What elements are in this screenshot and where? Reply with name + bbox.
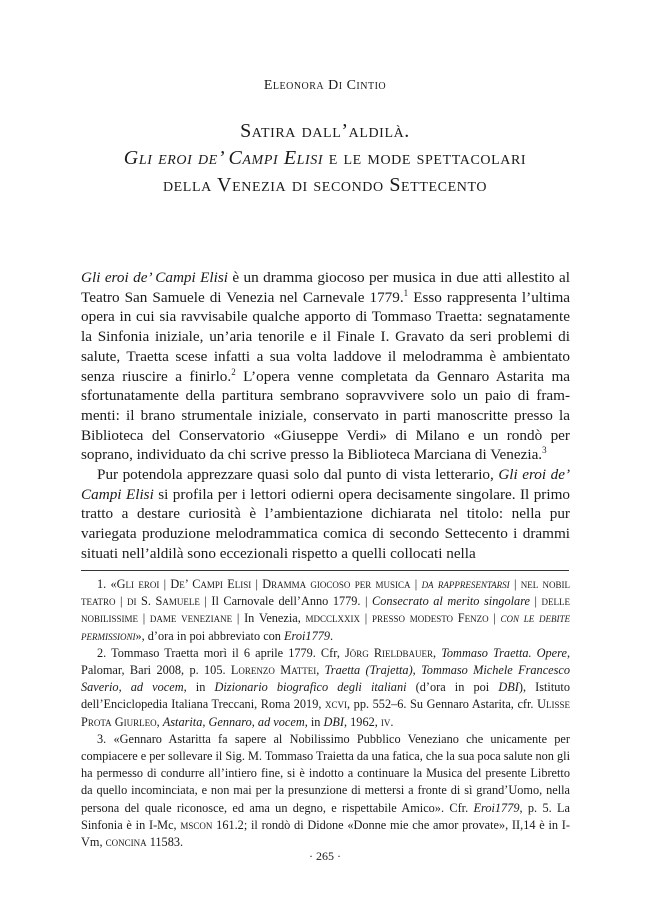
title-line-2 [0,145,650,172]
footnote-ref-1: 1 [403,287,409,298]
text-run: . [330,628,334,643]
author-ref: Ulisse Prota Giurleo [81,697,570,729]
text-run: si profila per i lettori odierni opera decisamente singolare. Il primo tratto a destare curiosità è l’ambientazione dichiarata nel titolo: nella pur variegata produzione melodrammatica comica di secondo Settecento i drammi situati nell’aldilà sono eccezionali rispetto a quelli collocati nella [81,485,570,562]
text-run: Eroi1779 [473,800,520,815]
text-run: con le debite permissioni [81,611,570,643]
title-line-1: Satira dall’aldilà. [240,120,410,142]
text-run: 11583. [146,835,184,850]
article-title [0,118,650,199]
text-run: , in [304,714,324,729]
text-run: », d’ora in poi abbreviato con [135,628,285,643]
text-run: Consecrato al merito singolare [372,594,530,609]
footnote-ref-2: 2 [231,366,236,377]
text-run: 161.2; il rondò di Didone «Donne mie che amor provate», II,14 è in I-Vm, [81,817,570,850]
text-run: da rappresentarsi [421,577,510,591]
text-run: , [156,714,163,729]
text-run: , Palomar, Bari 2008, p. 105. [81,645,571,678]
footnote-number: 3. [97,731,114,746]
text-run: Esso rappresenta l’ultima opera in cui sia ravvisabile qualche apporto di Tommaso Traetta: segnatamente la Sinfonia iniziale, un’aria tenorile e il Finale I. Gravato da seri problemi di salute, Traetta scese infatti a sua volta laddove il melodramma è ambientato senza riuscire a finirlo. [81,288,570,385]
text-run: , [316,663,325,678]
text-run: mdcclxxix | presso modesto Fenzo | [305,611,501,626]
text-run: . [390,714,394,729]
text-run: In Venezia, [244,611,306,626]
page-number: · 265 · [309,849,341,863]
text-run: , in [183,680,215,695]
footnote-ref-3: 3 [542,445,547,456]
footnote-2 [81,645,570,731]
text-run: , 1962, [344,714,381,729]
text-run: , pp. 552–6. Su Gennaro Astarita, cfr. [347,697,538,712]
footnote-3 [81,731,570,851]
footnote-number: 1. [97,577,111,591]
text-run: | delle nobilissime | dame veneziane | [81,594,571,626]
text-run: «Gli eroi | De’ Campi Elisi | Dramma giocoso per musica | [110,577,422,591]
text-run: mscon [180,817,213,832]
author-ref: Jörg Rieldbauer [344,645,434,660]
text-run: Eroi1779 [284,628,331,643]
title-work-name: Gli eroi de’ Campi Elisi [123,147,324,169]
text-run: Astarita, Gennaro, ad vocem [162,714,305,729]
text-run: Tommaso Traetta morì il 6 aprile 1779. Cfr, [111,645,345,660]
title-line-2-rest: e le mode spettacolari [323,147,527,169]
text-run: concina [105,835,147,850]
title-line-3: della Venezia di secondo Settecento [162,174,488,196]
author-ref: Lorenzo Mattei [230,663,317,678]
footnote-separator [81,570,569,571]
author-name: Eleonora Di Cintio [263,78,387,93]
text-run: iv [380,714,391,729]
text-run: | nel nobil teatro | di S. Samuele | [81,577,570,609]
text-run: Tommaso Traetta. Opere [441,645,567,660]
text-run: «Gennaro Astaritta fa sapere al Nobilissimo Pubblico Veneziano che unicamente per compiacere e per sollevare il Sig. M. Tommaso Traietta da una fatica, che la sua poca salute non gli ha permesso di condurre all’intiero fine, si è indotto a continuare la Musica del presente Libretto da quello incominciata, e non mai per la presunzione di mettersi a fronte di sì grand’Uomo, nella persona del quale riconosce, ed ama un degno, e rispettabile Amico». Cfr. [81,731,570,815]
text-run: ), Istituto dell’Enciclopedia Italiana Treccani, Roma 2019, [81,680,570,712]
text-run: è un dramma giocoso per musica in due atti allestito al Teatro San Samuele di Venezia nel Carnevale 1779. [81,269,570,306]
text-run: Dizionario biografico degli italiani [214,680,407,695]
work-title: Gli eroi de’ Campi Elisi [81,466,570,503]
body-text [81,268,570,564]
paragraph-2 [81,465,570,564]
text-run: Il Carnovale dell’Anno 1779. | [211,594,373,609]
text-run: Traetta (Trajetta), Tommaso Michele Francesco Saverio, ad vocem [81,663,571,695]
footnote-number: 2. [97,645,112,660]
text-run: , p. 5. La Sinfonia è in I-Mc, [81,800,570,832]
text-run: DBI [498,680,519,695]
footnotes [81,576,570,851]
text-run: xcvi [325,697,348,712]
text-run: L’opera venne completata da Gennaro Astarita ma sfortunatamente della partitura sembrano sopravvivere solo un paio di frammenti: il brano strumentale iniziale, conservato in parti manoscritte presso la Biblioteca del Conservatorio «Giuseppe Verdi» di Milano e un rondò per soprano, individuato da chi scrive presso la Biblioteca Marciana di Venezia. [81,367,570,464]
work-title: Gli eroi de’ Campi Elisi [81,269,228,286]
text-run: Pur potendola apprezzare quasi solo dal punto di vista letterario, [97,466,499,484]
paragraph-1 [81,268,570,465]
text-run: , [433,645,442,660]
text-run: (d’ora in poi [406,680,499,695]
footnote-1 [81,576,570,645]
text-run: DBI [323,714,344,729]
